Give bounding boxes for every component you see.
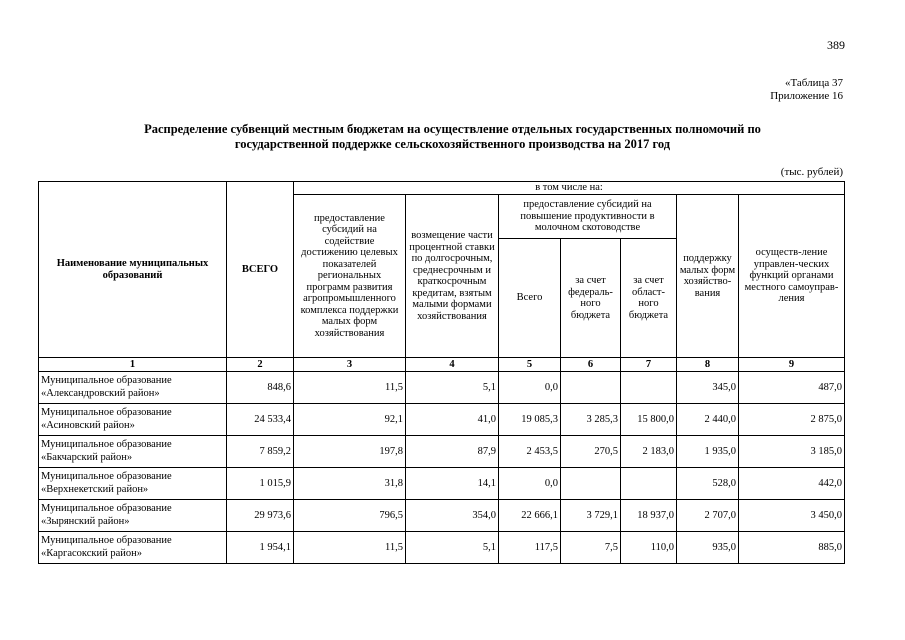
col3-cell: 796,5 bbox=[294, 500, 406, 532]
col3-cell: 31,8 bbox=[294, 468, 406, 500]
col4-cell: 354,0 bbox=[406, 500, 499, 532]
col6-cell: 3 729,1 bbox=[561, 500, 621, 532]
header-col4: возмещение части процентной ставки по долгосрочным, среднесрочным и краткосрочным кредитам, взятым малыми формами хозяйствования bbox=[406, 195, 499, 358]
col3-cell: 11,5 bbox=[294, 372, 406, 404]
col6-cell bbox=[561, 372, 621, 404]
col5-cell: 19 085,3 bbox=[499, 404, 561, 436]
col7-cell: 2 183,0 bbox=[621, 436, 677, 468]
col3-cell: 92,1 bbox=[294, 404, 406, 436]
header-municipality: Наименование муниципальных образований bbox=[39, 182, 227, 358]
municipality-name-line-2: «Зырянский район» bbox=[41, 515, 130, 527]
header-col7: за счет област-ного бюджета bbox=[621, 239, 677, 358]
municipality-name-line-1: Муниципальное образование bbox=[41, 503, 172, 514]
total-cell: 24 533,4 bbox=[227, 404, 294, 436]
col8-cell: 2 440,0 bbox=[677, 404, 739, 436]
col7-cell: 15 800,0 bbox=[621, 404, 677, 436]
col9-cell: 885,0 bbox=[739, 532, 845, 564]
page-number: 389 bbox=[827, 38, 845, 52]
municipality-name bbox=[39, 500, 227, 532]
municipality-name-line-2: «Александровский район» bbox=[41, 387, 160, 399]
col9-cell: 3 450,0 bbox=[739, 500, 845, 532]
appendix-reference bbox=[770, 77, 843, 103]
col6-cell: 7,5 bbox=[561, 532, 621, 564]
total-cell: 848,6 bbox=[227, 372, 294, 404]
col8-cell: 2 707,0 bbox=[677, 500, 739, 532]
column-number: 1 bbox=[39, 358, 227, 372]
units-label: (тыс. рублей) bbox=[780, 166, 843, 178]
col7-cell: 110,0 bbox=[621, 532, 677, 564]
municipality-name bbox=[39, 436, 227, 468]
column-number: 3 bbox=[294, 358, 406, 372]
column-number: 7 bbox=[621, 358, 677, 372]
table-row bbox=[39, 468, 845, 500]
attachment-reference: Приложение 16 bbox=[770, 90, 843, 102]
municipality-name bbox=[39, 404, 227, 436]
column-number: 9 bbox=[739, 358, 845, 372]
municipality-name-line-1: Муниципальное образование bbox=[41, 375, 172, 386]
municipality-name bbox=[39, 468, 227, 500]
header-col8: поддержку малых форм хозяйство-вания bbox=[677, 195, 739, 358]
municipality-name-line-2: «Каргасокский район» bbox=[41, 547, 143, 559]
col4-cell: 14,1 bbox=[406, 468, 499, 500]
col4-cell: 41,0 bbox=[406, 404, 499, 436]
total-cell: 1 954,1 bbox=[227, 532, 294, 564]
col5-cell: 0,0 bbox=[499, 468, 561, 500]
col6-cell: 270,5 bbox=[561, 436, 621, 468]
col9-cell: 487,0 bbox=[739, 372, 845, 404]
col7-cell bbox=[621, 372, 677, 404]
col8-cell: 345,0 bbox=[677, 372, 739, 404]
column-number: 6 bbox=[561, 358, 621, 372]
municipality-name-line-1: Муниципальное образование bbox=[41, 535, 172, 546]
col3-cell: 197,8 bbox=[294, 436, 406, 468]
col6-cell: 3 285,3 bbox=[561, 404, 621, 436]
table-row bbox=[39, 436, 845, 468]
municipality-name-line-2: «Бакчарский район» bbox=[41, 451, 133, 463]
header-col5: Всего bbox=[499, 239, 561, 358]
column-number: 8 bbox=[677, 358, 739, 372]
col5-cell: 22 666,1 bbox=[499, 500, 561, 532]
table-row bbox=[39, 372, 845, 404]
col7-cell: 18 937,0 bbox=[621, 500, 677, 532]
header-col9: осуществ-ление управлен-ческих функций органами местного самоуправ-ления bbox=[739, 195, 845, 358]
table-row bbox=[39, 404, 845, 436]
header-dairy-group: предоставление субсидий на повышение продуктивности в молочном скотоводстве bbox=[499, 195, 677, 239]
col8-cell: 935,0 bbox=[677, 532, 739, 564]
header-col6: за счет федераль-ного бюджета bbox=[561, 239, 621, 358]
col5-cell: 117,5 bbox=[499, 532, 561, 564]
col5-cell: 0,0 bbox=[499, 372, 561, 404]
municipality-name bbox=[39, 532, 227, 564]
column-number: 2 bbox=[227, 358, 294, 372]
col7-cell bbox=[621, 468, 677, 500]
total-cell: 1 015,9 bbox=[227, 468, 294, 500]
subvention-table bbox=[38, 181, 845, 564]
col3-cell: 11,5 bbox=[294, 532, 406, 564]
title-line-2: государственной поддержке сельскохозяйственного производства на 2017 год bbox=[234, 137, 671, 151]
column-number: 4 bbox=[406, 358, 499, 372]
col5-cell: 2 453,5 bbox=[499, 436, 561, 468]
col4-cell: 5,1 bbox=[406, 532, 499, 564]
column-number: 5 bbox=[499, 358, 561, 372]
municipality-name-line-2: «Асиновский район» bbox=[41, 419, 135, 431]
title-line-1: Распределение субвенций местным бюджетам на осуществление отдельных государственных полномочий по bbox=[144, 122, 761, 136]
col6-cell bbox=[561, 468, 621, 500]
col4-cell: 5,1 bbox=[406, 372, 499, 404]
col9-cell: 442,0 bbox=[739, 468, 845, 500]
table-reference: «Таблица 37 bbox=[784, 77, 843, 89]
document-title bbox=[60, 122, 845, 152]
header-including: в том числе на: bbox=[294, 182, 845, 195]
total-cell: 29 973,6 bbox=[227, 500, 294, 532]
col9-cell: 3 185,0 bbox=[739, 436, 845, 468]
header-col3: предоставление субсидий на содействие достижению целевых показателей региональных программ развития агропромышленного комплекса поддержки малых форм хозяйствования bbox=[294, 195, 406, 358]
municipality-name-line-1: Муниципальное образование bbox=[41, 439, 172, 450]
table-row bbox=[39, 500, 845, 532]
municipality-name-line-1: Муниципальное образование bbox=[41, 407, 172, 418]
col8-cell: 528,0 bbox=[677, 468, 739, 500]
col8-cell: 1 935,0 bbox=[677, 436, 739, 468]
col4-cell: 87,9 bbox=[406, 436, 499, 468]
col9-cell: 2 875,0 bbox=[739, 404, 845, 436]
municipality-name bbox=[39, 372, 227, 404]
table-row bbox=[39, 532, 845, 564]
header-total: ВСЕГО bbox=[227, 182, 294, 358]
municipality-name-line-2: «Верхнекетский район» bbox=[41, 483, 149, 495]
total-cell: 7 859,2 bbox=[227, 436, 294, 468]
municipality-name-line-1: Муниципальное образование bbox=[41, 471, 172, 482]
